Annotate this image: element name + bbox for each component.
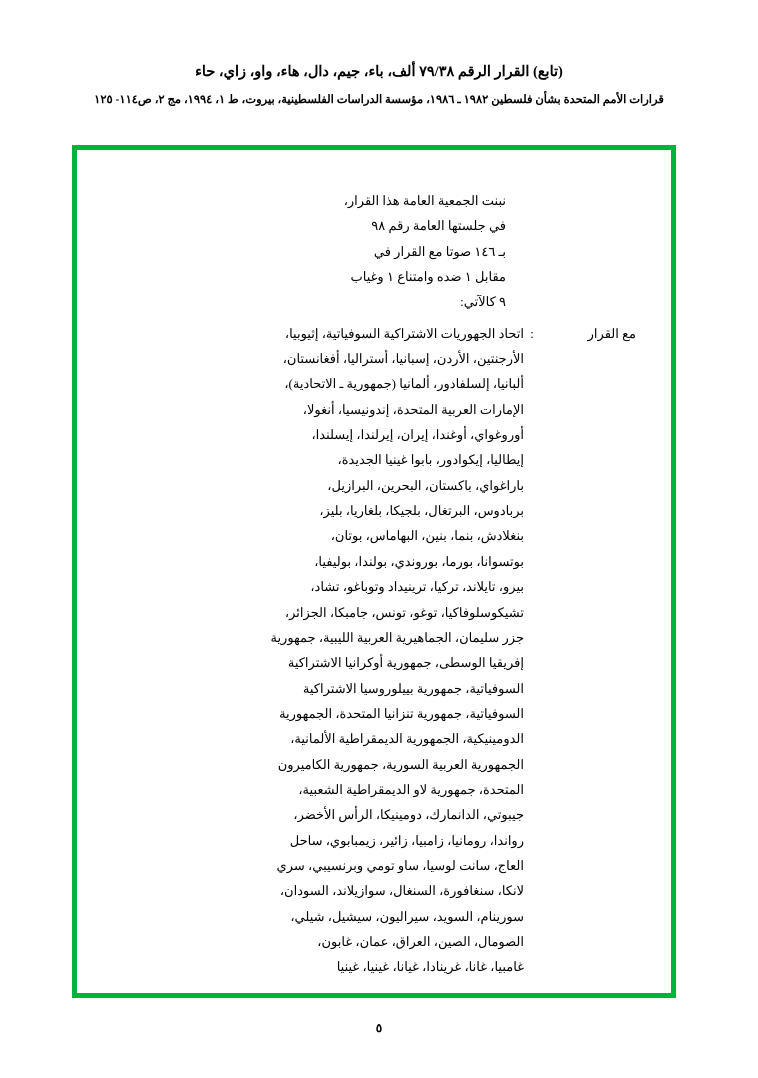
- vote-list-line: بنغلادش، بنما، بنين، البهاماس، بوتان،: [330, 528, 524, 544]
- vote-list-line: الصومال، الصين، العراق، عمان، غابون،: [317, 933, 524, 949]
- vote-list-line: إيطاليا، إيكوادور، بابوا غينيا الجديدة،: [337, 452, 524, 468]
- intro-line: بـ ١٤٦ صوتا مع القرار في: [373, 243, 506, 259]
- document-body: [72, 170, 676, 975]
- vote-list-line: غامبيا، غانا، غرينادا، غيانا، غينيا، غينيا: [336, 959, 524, 975]
- vote-list-line: رواندا، رومانيا، زامبيا، زائير، زيمبابوي، ساحل: [289, 832, 524, 848]
- vote-list-line: السوفياتية، جمهورية تنزانيا المتحدة، الجمهورية: [279, 705, 524, 721]
- vote-list-line: ألبانيا، إلسلفادور، ألمانيا (جمهورية ـ الاتحادية)،: [284, 376, 524, 392]
- intro-line: في جلستها العامة رقم ٩٨: [371, 218, 506, 234]
- vote-in-favour-block: [112, 321, 636, 980]
- page-header: [0, 62, 758, 109]
- intro-paragraph: [112, 188, 636, 315]
- vote-list-line: باراغواي، باكستان، البحرين، البرازيل،: [327, 477, 524, 493]
- vote-list-line: بيرو، تايلاند، تركيا، ترينيداد وتوباغو، تشاد،: [310, 579, 524, 595]
- vote-colon: :: [530, 325, 534, 341]
- vote-list-line: الإمارات العربية المتحدة، إندونيسيا، أنغولا،: [302, 401, 524, 417]
- vote-list-line: بوتسوانا، بورما، بوروندي، بولندا، بوليفيا،: [314, 553, 524, 569]
- vote-list-line: جيبوتي، الدانمارك، دومينيكا، الرأس الأخضر،: [293, 807, 524, 823]
- header-title: (تابع) القرار الرقم ٧٩/٣٨ ألف، باء، جيم، دال، هاء، واو، زاي، حاء: [195, 64, 563, 80]
- vote-list-line: الدومينيكية، الجمهورية الديمقراطية الألمانية،: [290, 731, 524, 747]
- intro-line: مقابل ١ ضده وامتناع ١ وغياب: [350, 269, 506, 285]
- vote-list-line: السوفياتية، جمهورية بييلوروسيا الاشتراكية: [302, 680, 524, 696]
- vote-list-line: إفريقيا الوسطى، جمهورية أوكرانيا الاشتراكية: [287, 655, 524, 671]
- vote-list-line: لانكا، سنغافورة، السنغال، سوازيلاند، السودان،: [279, 883, 524, 899]
- vote-label: مع القرار: [587, 325, 636, 341]
- header-source: قرارات الأمم المتحدة بشأن فلسطين ١٩٨٢ ـ ١٩٨٦، مؤسسة الدراسات الفلسطينية، بيروت، ط ١، ١٩٩٤، مج ٢، ص١١٤- ١٢٥: [94, 93, 664, 106]
- vote-list-line: تشيكوسلوفاكيا، توغو، تونس، جامبكا، الجزائر،: [284, 604, 524, 620]
- vote-list-line: الجمهورية العربية السورية، جمهورية الكاميرون: [277, 756, 524, 772]
- vote-country-list: [112, 321, 524, 980]
- vote-list-line: الأرجنتين، الأردن، إسبانيا، أستراليا، أفغانستان،: [282, 351, 524, 367]
- intro-line: ٩ كالآتي:: [460, 294, 506, 310]
- page-number: ٥: [375, 1021, 383, 1035]
- vote-list-line: المتحدة، جمهورية لاو الديمقراطية الشعبية،: [298, 781, 524, 797]
- vote-list-line: أوروغواي، أوغندا، إيران، إيرلندا، إيسلندا،: [311, 427, 524, 443]
- vote-list-line: بربادوس، البرتغال، بلجيكا، بلغاريا، بليز،: [319, 503, 524, 519]
- vote-list-line: سورينام، السويد، سيراليون، سيشيل، شيلي،: [290, 908, 524, 924]
- vote-list-line: اتحاد الجهوريات الاشتراكية السوفياتية، إثيوبيا،: [284, 325, 524, 341]
- vote-list-line: جزر سليمان، الجماهيرية العربية الليبية، جمهورية: [270, 629, 524, 645]
- intro-line: نبنت الجمعية العامة هذا القرار،: [343, 193, 506, 208]
- vote-list-line: العاج، سانت لوسيا، ساو تومي وبرنسيبي، سري: [276, 857, 524, 873]
